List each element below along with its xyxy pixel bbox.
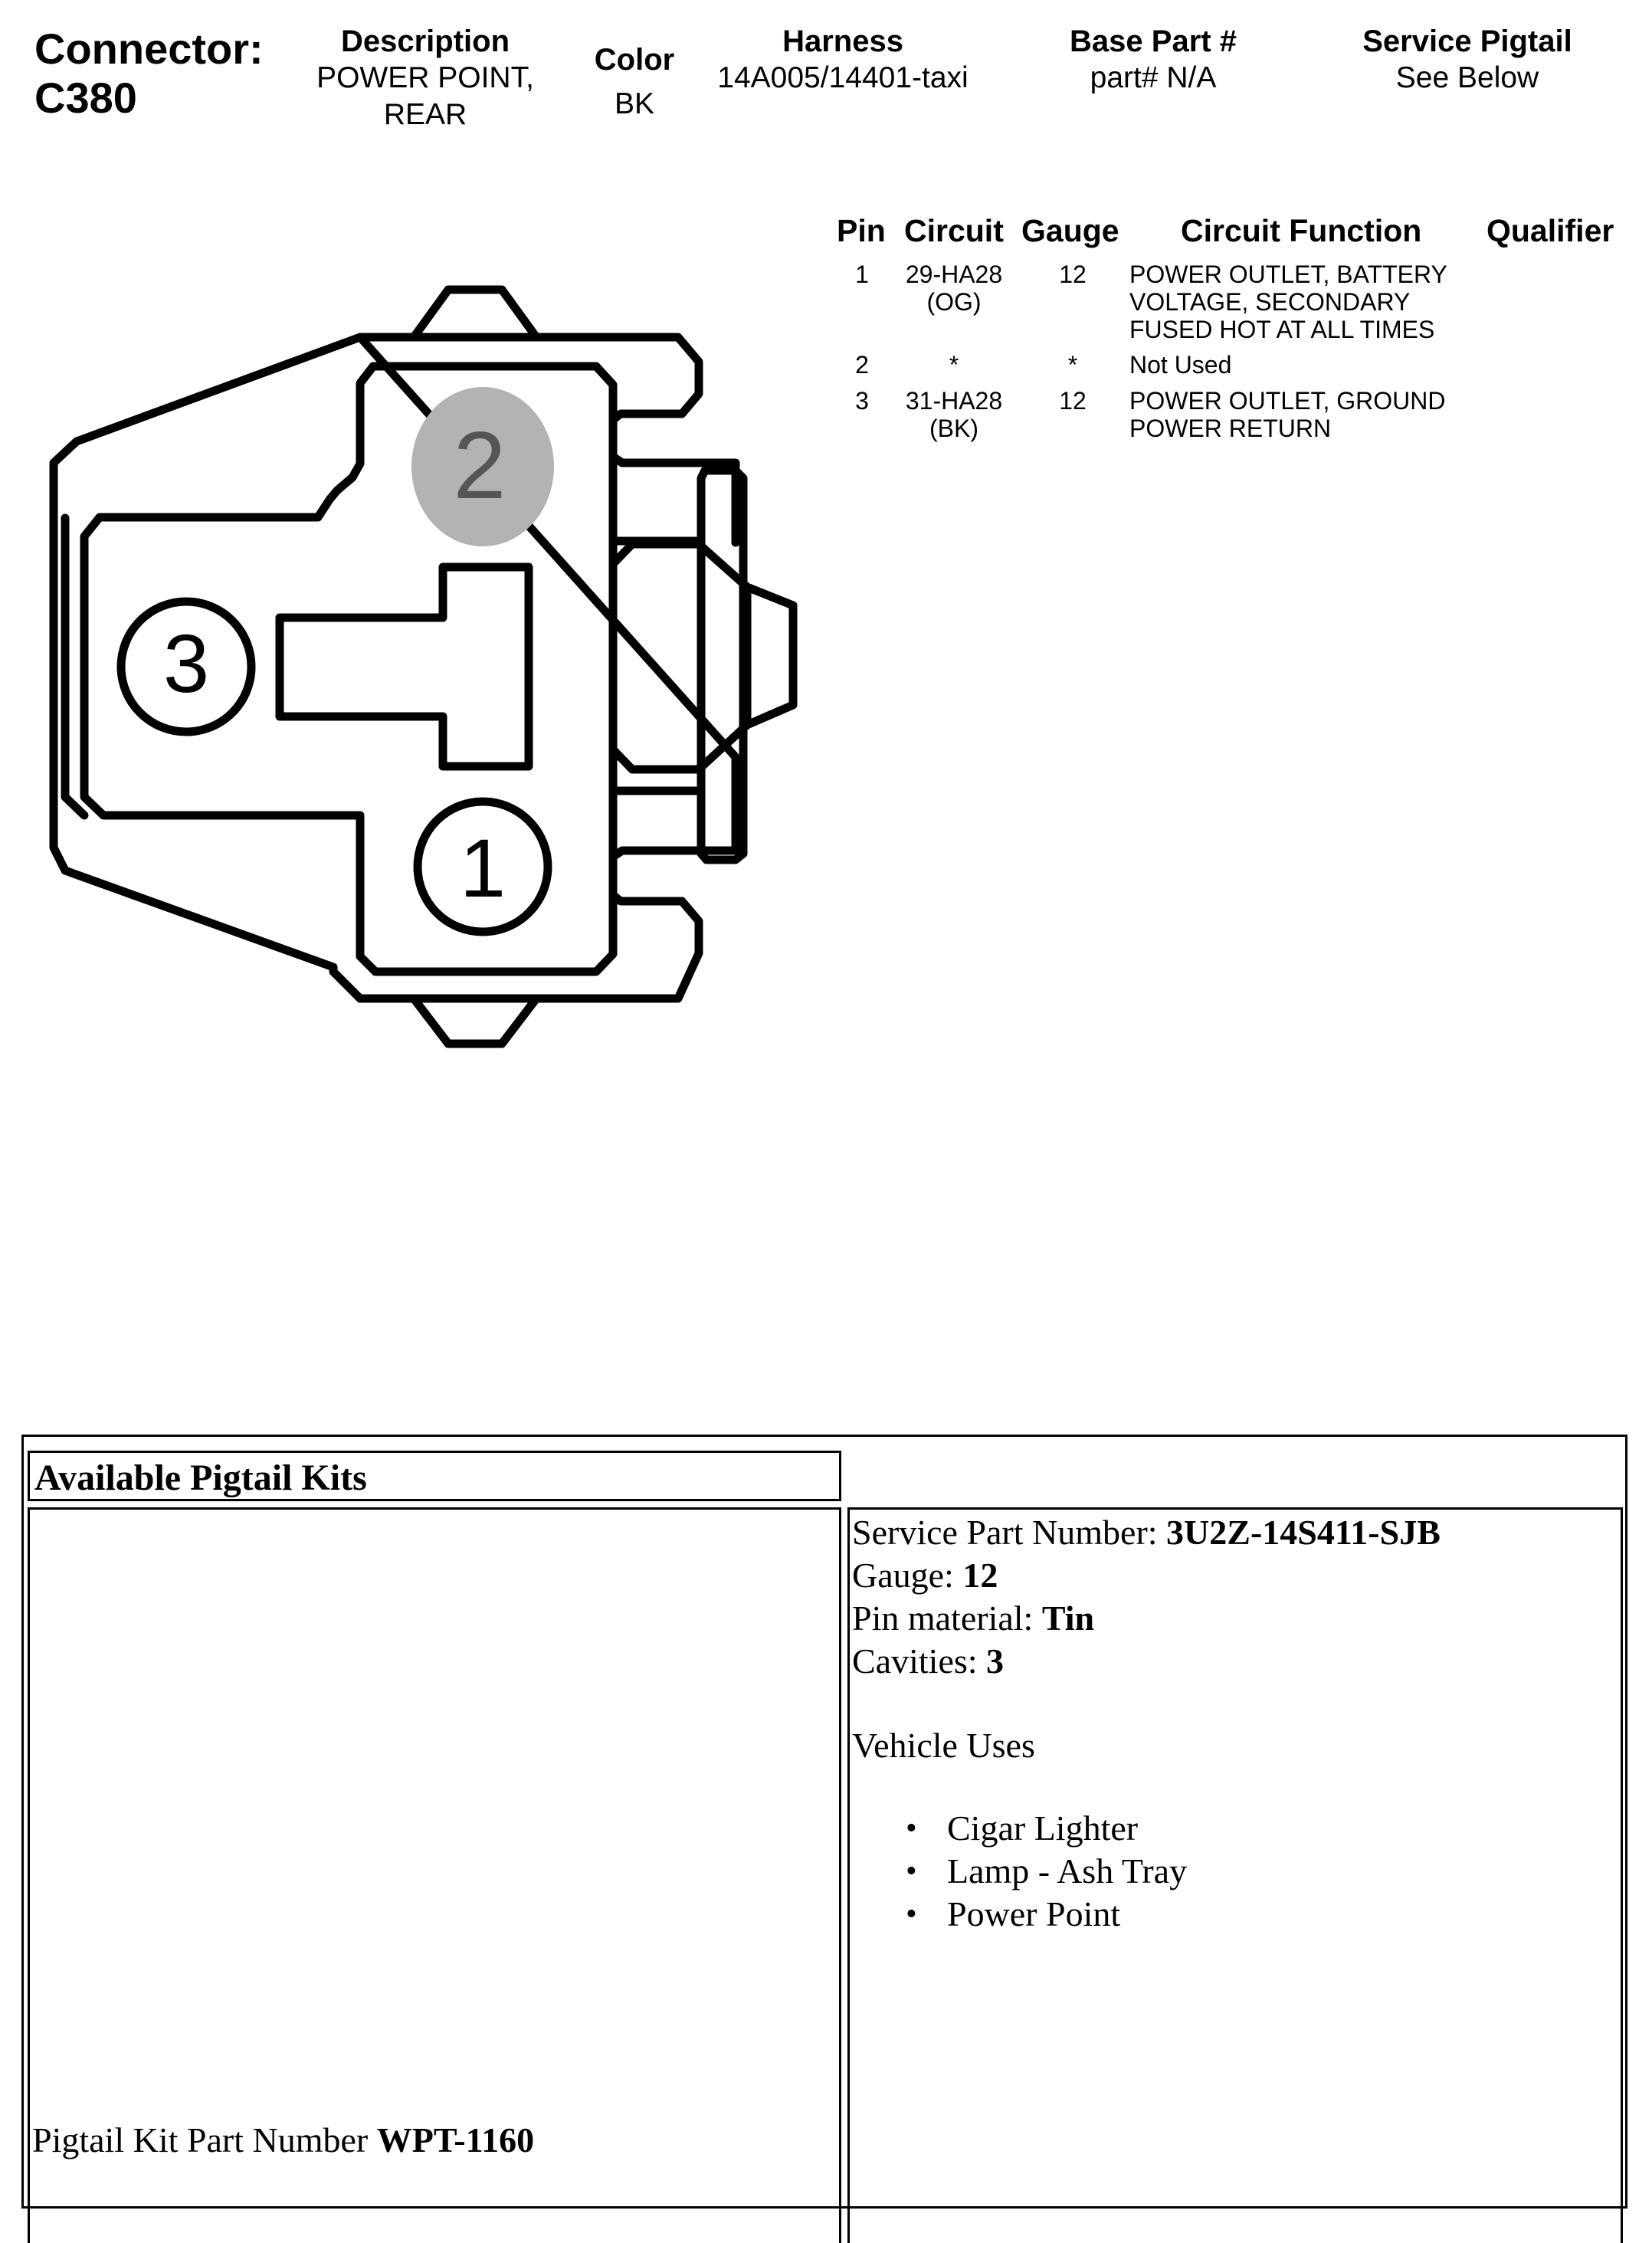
gauge-cell: 12 [1059, 261, 1087, 288]
service-pigtail-label: Service Pigtail [1362, 25, 1572, 58]
color-column [573, 41, 696, 123]
list-item: • Lamp - Ash Tray [906, 1850, 1187, 1893]
base-part-label: Base Part # [1070, 25, 1237, 58]
pin-number: 1 [855, 261, 869, 288]
list-item: • Power Point [906, 1893, 1187, 1936]
pin-header: Pin [837, 213, 886, 248]
connector-name: C380 [34, 74, 137, 122]
vehicle-uses-heading: Vehicle Uses [852, 1726, 1035, 1765]
service-part-number [852, 1511, 1441, 1554]
cavity-pin-3 [121, 602, 251, 732]
cavities [852, 1640, 1004, 1683]
circuit-id: 31-HA28 [905, 387, 1003, 415]
kit-gauge [852, 1554, 998, 1597]
cavities-label: Cavities: [852, 1641, 987, 1681]
pigtail-kits-title: Available Pigtail Kits [34, 1458, 367, 1498]
harness-value: 14A005/14401-taxi [717, 61, 969, 94]
function-cell [1129, 351, 1231, 379]
base-part-value: part# N/A [1090, 61, 1217, 94]
circuit-id: 29-HA28 [905, 261, 1003, 288]
pin-material [852, 1597, 1094, 1640]
description-column [284, 23, 567, 133]
circuit-header: Circuit [904, 213, 1004, 248]
connector-title [34, 25, 264, 123]
circuit-cell [889, 261, 1019, 316]
pin-3-label: 3 [162, 617, 210, 710]
pin-number: 2 [855, 351, 869, 379]
service-pigtail-value: See Below [1395, 61, 1539, 94]
kit-gauge-label: Gauge: [852, 1556, 963, 1595]
function-line: POWER OUTLET, BATTERY [1129, 261, 1447, 288]
function-line: Not Used [1129, 351, 1232, 379]
list-item: • Cigar Lighter [906, 1807, 1187, 1850]
kit-part-label: Pigtail Kit Part Number [32, 2120, 377, 2159]
pin-table-header [0, 213, 1652, 259]
circuit-function-header: Circuit Function [1181, 213, 1422, 248]
pin-2-label: 2 [453, 413, 506, 519]
circuit-id: * [949, 351, 959, 379]
color-label: Color [594, 43, 675, 77]
gauge-cell: 12 [1059, 387, 1087, 415]
function-line: POWER RETURN [1129, 415, 1332, 442]
pin-material-label: Pin material: [852, 1599, 1042, 1638]
function-line: FUSED HOT AT ALL TIMES [1129, 316, 1435, 343]
function-line: POWER OUTLET, GROUND [1129, 387, 1446, 415]
kit-part-value: WPT-1160 [376, 2120, 535, 2159]
service-pigtail-column [1318, 23, 1617, 97]
color-value: BK [614, 87, 655, 120]
pin-material-value: Tin [1041, 1599, 1095, 1638]
vehicle-uses-list [906, 1807, 1187, 1936]
function-cell [1129, 387, 1445, 442]
function-line: VOLTAGE, SECONDARY [1129, 288, 1411, 316]
function-cell [1129, 261, 1447, 343]
harness-column [690, 23, 996, 97]
pin-number: 3 [855, 387, 869, 415]
service-part-value: 3U2Z-14S411-SJB [1166, 1513, 1441, 1552]
cavities-value: 3 [986, 1641, 1005, 1681]
cavity-pin-1 [418, 802, 548, 932]
pigtail-kit-part-number [32, 2119, 534, 2162]
pigtail-kits-title-cell [28, 1451, 841, 1501]
circuit-cell [889, 351, 1019, 379]
pin-1-label: 1 [459, 821, 506, 914]
description-value-line1: POWER POINT, [316, 61, 534, 94]
gauge-header: Gauge [1021, 213, 1119, 248]
qualifier-header: Qualifier [1486, 213, 1614, 248]
gauge-cell: * [1067, 351, 1078, 379]
service-part-label: Service Part Number: [852, 1513, 1167, 1552]
kit-gauge-value: 12 [962, 1556, 998, 1595]
harness-label: Harness [782, 25, 903, 58]
connector-face-diagram [0, 261, 812, 1058]
connector-label: Connector: [34, 25, 264, 73]
description-value-line2: REAR [383, 98, 467, 131]
circuit-cell [889, 387, 1019, 442]
description-label: Description [340, 25, 510, 58]
circuit-color: (BK) [929, 415, 978, 442]
circuit-color: (OG) [926, 288, 982, 316]
base-part-column [1019, 23, 1287, 97]
cavity-pin-2-unused [411, 387, 554, 546]
